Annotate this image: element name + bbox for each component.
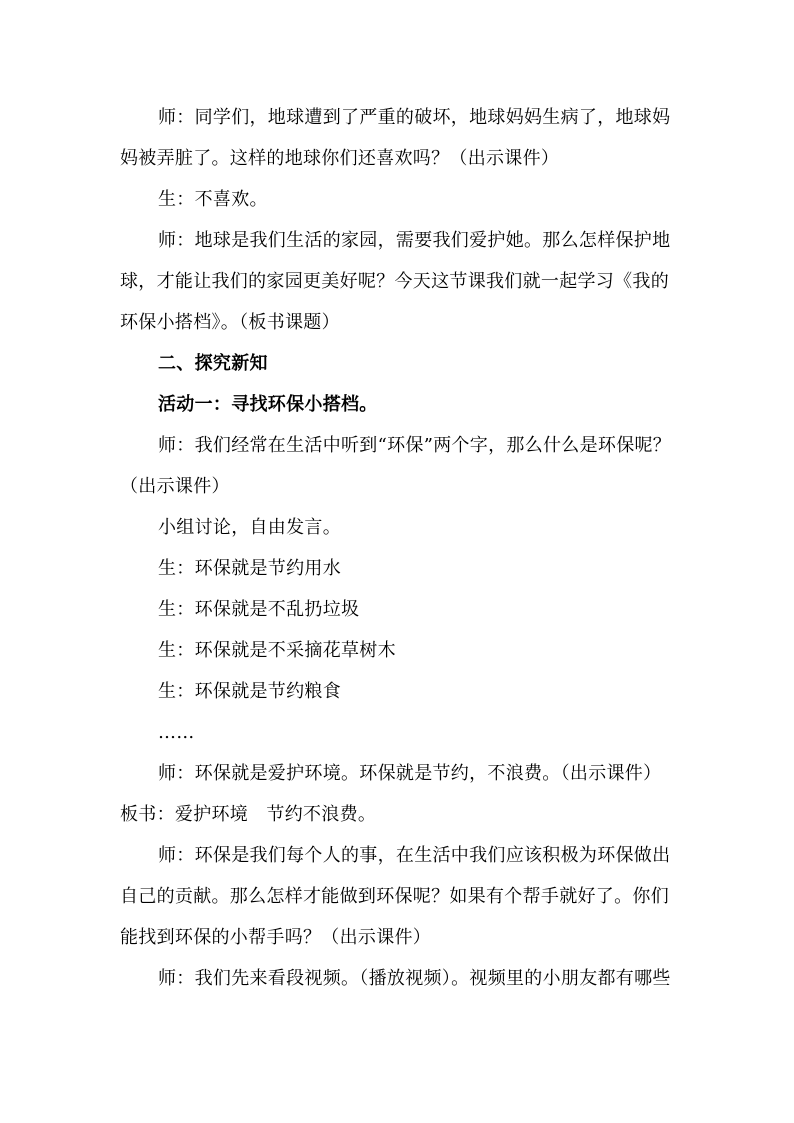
blackboard-line: 板书：爱护环境 节约不浪费。 [120, 804, 377, 825]
teacher-line: 师：环保就是爱护环境。环保就是节约，不浪费。（出示课件） [158, 763, 662, 784]
student-line: 生：不喜欢。 [158, 189, 268, 210]
student-line: 生：环保就是不乱扔垃圾 [158, 599, 360, 620]
teacher-line-cont: 球，才能让我们的家园更美好呢？今天这节课我们就一起学习《我的 [120, 271, 669, 292]
ellipsis-line: …… [158, 722, 195, 743]
teacher-line: 师：环保是我们每个人的事，在生活中我们应该积极为环保做出 [158, 845, 671, 866]
teacher-line-cont: 自己的贡献。那么怎样才能做到环保呢？如果有个帮手就好了。你们 [120, 886, 669, 907]
teacher-line-cont: 环保小搭档》。（板书课题） [120, 312, 340, 333]
teacher-line: 师：同学们，地球遭到了严重的破坏，地球妈妈生病了，地球妈 [158, 107, 671, 128]
teacher-line: 师：我们经常在生活中听到“环保”两个字，那么什么是环保呢？ [158, 435, 672, 456]
student-line: 生：环保就是节约粮食 [158, 681, 341, 702]
teacher-line-cont: 妈被弄脏了。这样的地球你们还喜欢吗？（出示课件） [120, 148, 560, 169]
section-heading: 二、探究新知 [158, 353, 268, 374]
teacher-line: 师：地球是我们生活的家园，需要我们爱护她。那么怎样保护地 [158, 230, 671, 251]
teacher-line-cont: 能找到环保的小帮手吗？（出示课件） [120, 927, 432, 948]
student-line: 生：环保就是节约用水 [158, 558, 341, 579]
teacher-line-cont: （出示课件） [120, 476, 230, 497]
teacher-line: 师：我们先来看段视频。（播放视频）。视频里的小朋友都有哪些 [158, 968, 671, 989]
instruction-line: 小组讨论，自由发言。 [158, 517, 341, 538]
student-line: 生：环保就是不采摘花草树木 [158, 640, 396, 661]
activity-heading: 活动一：寻找环保小搭档。 [158, 394, 378, 415]
